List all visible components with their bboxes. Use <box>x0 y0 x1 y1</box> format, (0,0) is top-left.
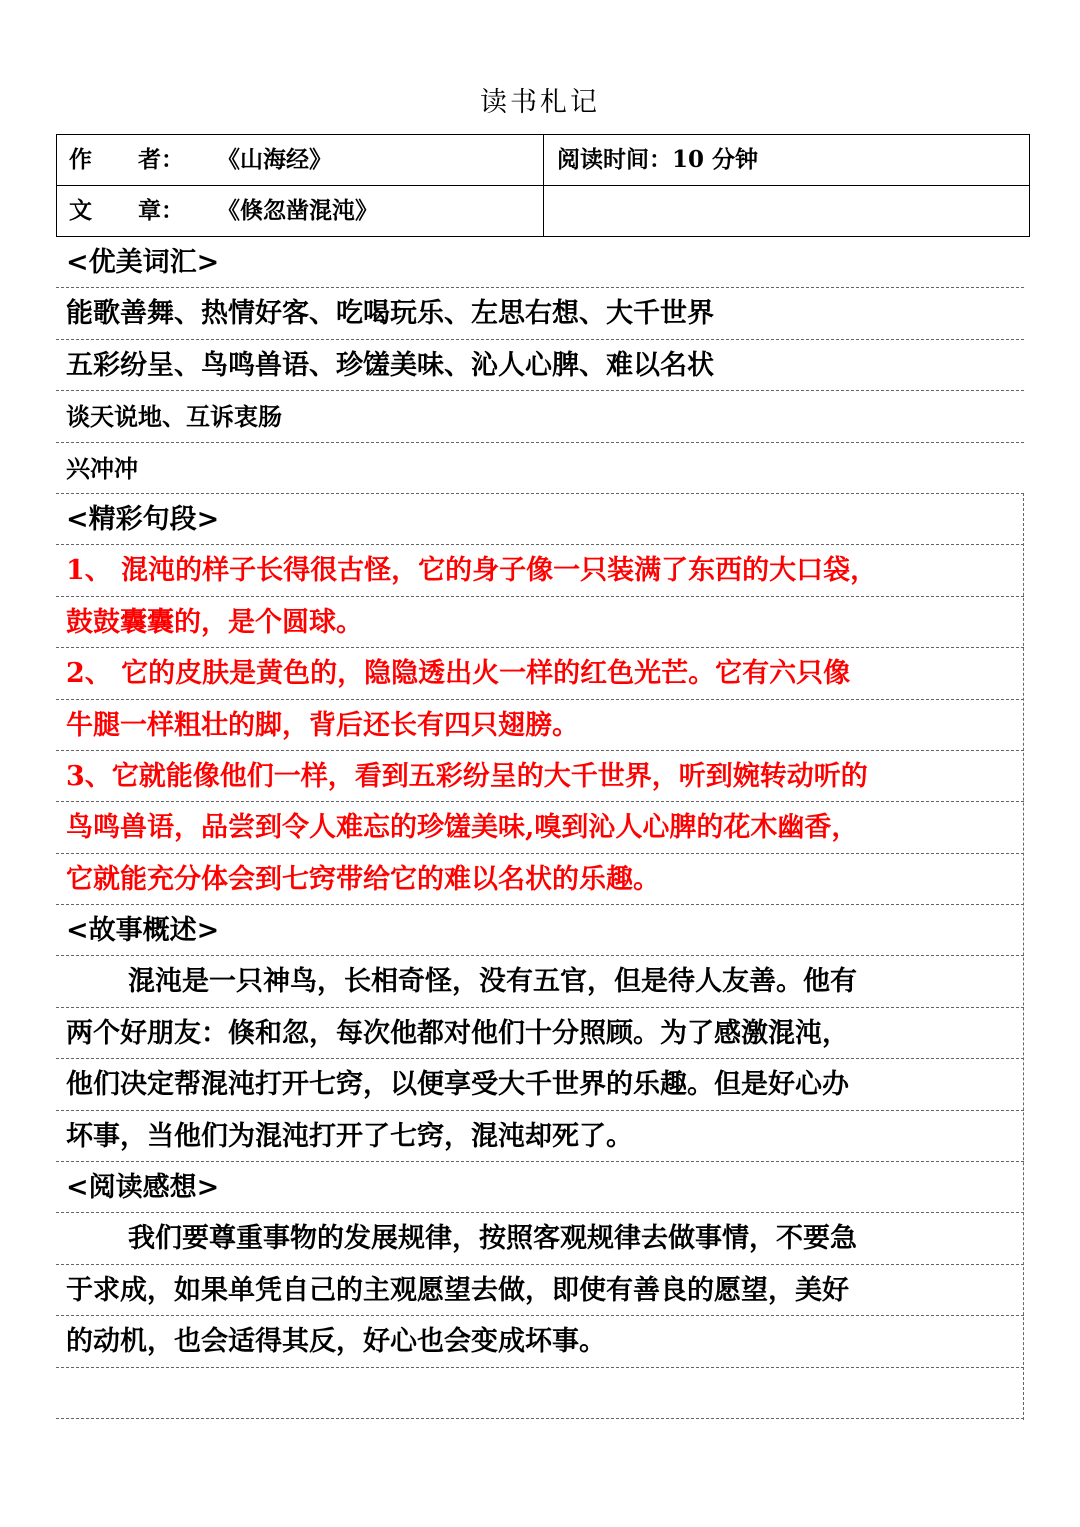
author-label: 作 者： <box>69 146 184 173</box>
page-title: 读书札记 <box>480 87 600 118</box>
info-column-divider <box>543 135 544 236</box>
thoughts-line: 我们要尊重事物的发展规律，按照客观规律去做事情，不要急 <box>56 1213 1024 1264</box>
reading-time-value: 10 分钟 <box>672 146 759 173</box>
summary-line: 混沌是一只神鸟，长相奇怪，没有五官，但是待人友善。他有 <box>56 956 1024 1007</box>
article-label: 文 章： <box>69 197 184 224</box>
sentence-line: 3、它就能像他们一样，看到五彩纷呈的大千世界，听到婉转动听的 <box>56 751 1024 802</box>
summary-line: 他们决定帮混沌打开七窍，以便享受大千世界的乐趣。但是好心办 <box>56 1059 1024 1110</box>
article-cell <box>69 186 378 236</box>
sentence-line: 鼓鼓囊囊的，是个圆球。 <box>56 597 1024 648</box>
vocab-line: 能歌善舞、热情好客、吃喝玩乐、左思右想、大千世界 <box>56 288 1024 339</box>
section-heading-sentences: <精彩句段> <box>56 494 1024 545</box>
section-heading-summary: <故事概述> <box>56 905 1024 956</box>
summary-line: 坏事，当他们为混沌打开了七窍，混沌却死了。 <box>56 1111 1024 1162</box>
sentence-line: 鸟鸣兽语，品尝到令人难忘的珍馐美味,嗅到沁人心脾的花木幽香， <box>56 802 1024 853</box>
vocab-line: 兴冲冲 <box>56 443 1024 494</box>
sentence-line: 2、 它的皮肤是黄色的，隐隐透出火一样的红色光芒。它有六只像 <box>56 648 1024 699</box>
vocab-line: 五彩纷呈、鸟鸣兽语、珍馐美味、沁人心脾、难以名状 <box>56 340 1024 391</box>
author-cell <box>69 135 332 185</box>
author-value: 《山海经》 <box>217 146 332 173</box>
sentence-line: 牛腿一样粗壮的脚，背后还长有四只翅膀。 <box>56 700 1024 751</box>
article-value: 《倏忽凿混沌》 <box>217 197 378 224</box>
reading-time-cell <box>557 135 758 185</box>
sentence-line: 1、 混沌的样子长得很古怪，它的身子像一只装满了东西的大口袋， <box>56 545 1024 596</box>
thoughts-line-blank <box>56 1368 1024 1419</box>
thoughts-line: 于求成，如果单凭自己的主观愿望去做，即使有善良的愿望，美好 <box>56 1265 1024 1316</box>
thoughts-line: 的动机，也会适得其反，好心也会变成坏事。 <box>56 1316 1024 1367</box>
section-heading-thoughts: <阅读感想> <box>56 1162 1024 1213</box>
vocab-line: 谈天说地、互诉衷肠 <box>56 391 1024 442</box>
section-heading-vocab: <优美词汇> <box>56 237 1024 288</box>
sentence-line: 它就能充分体会到七窍带给它的难以名状的乐趣。 <box>56 854 1024 905</box>
right-margin-rule <box>1023 493 1024 1420</box>
info-table <box>56 134 1030 237</box>
summary-line: 两个好朋友：倏和忽，每次他都对他们十分照顾。为了感激混沌， <box>56 1008 1024 1059</box>
notes-lines <box>56 237 1024 1419</box>
reading-time-label: 阅读时间： <box>557 146 672 173</box>
